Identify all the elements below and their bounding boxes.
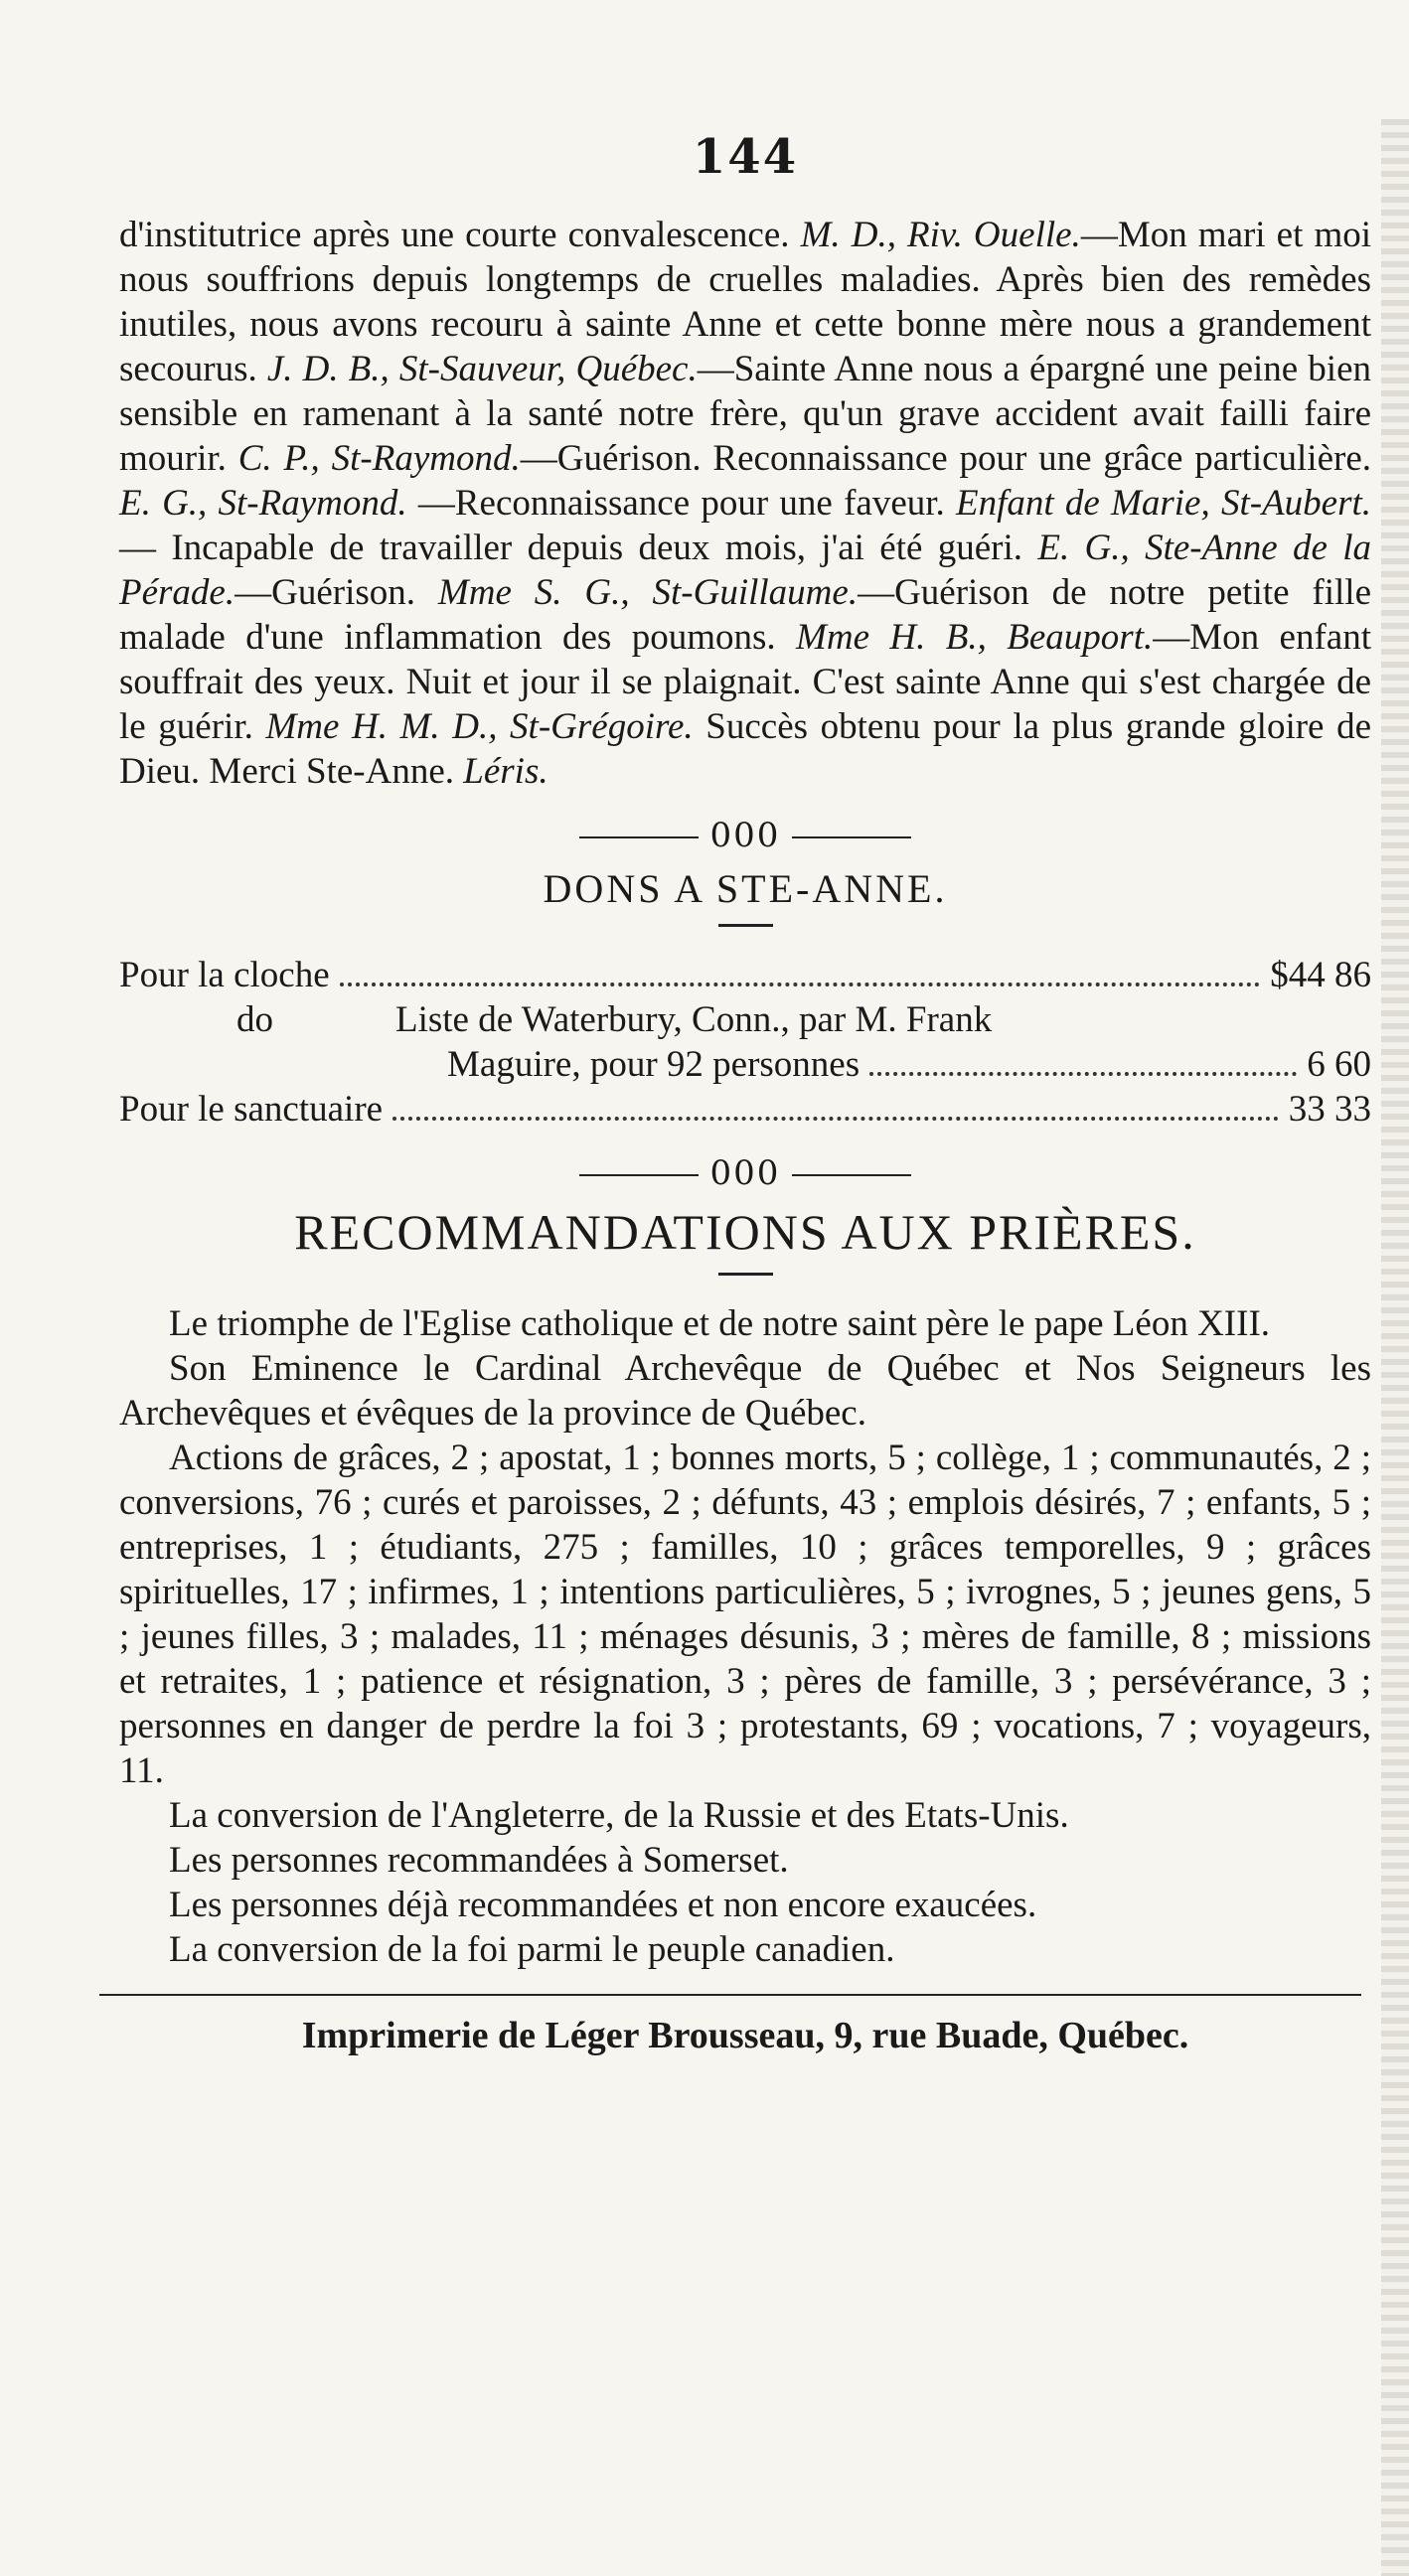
printer-imprint: Imprimerie de Léger Brousseau, 9, rue Buade, Québec.	[301, 2015, 1189, 2056]
dons-row: Pour la cloche $44 86	[119, 955, 1371, 995]
recommandation-paragraph: Son Eminence le Cardinal Archevêque de Québec et Nos Seigneurs les Archevêques et évêques de la province de Québec.	[119, 1348, 1371, 1434]
testimonial-signature: Mme H. B., Beauport.	[796, 617, 1154, 658]
testimonial-signature: Mme S. G., St-Guillaume.	[437, 572, 859, 613]
testimonial-text: —Guérison de notre petite fille malade d'une inflammation des poumons.	[119, 572, 1371, 658]
dons-row: Pour le sanctuaire 33 33	[119, 1089, 1371, 1130]
recommandation-line: Les personnes recommandées à Somerset.	[169, 1840, 789, 1881]
testimonial-text: Succès obtenu pour la plus grande gloire de Dieu. Merci Ste-Anne.	[119, 706, 1371, 792]
separator: 000	[119, 1153, 1371, 1193]
title-rule	[718, 924, 773, 927]
page-number: 144	[692, 129, 799, 185]
recommandation-line: Les personnes déjà recommandées et non encore exaucées.	[169, 1885, 1037, 1925]
dons-row: Maguire, pour 92 personnes 6 60	[447, 1044, 1371, 1085]
recommandation-line: La conversion de la foi parmi le peuple canadien.	[169, 1929, 895, 1970]
testimonial-text: —Guérison.	[235, 572, 438, 613]
separator: 000	[119, 816, 1371, 855]
testimonial-text: —Mon enfant souffrait des yeux. Nuit et jour il se plaignait. C'est sainte Anne qui s'est chargée de le guérir.	[119, 617, 1371, 747]
testimonial-text: —Sainte Anne nous a épargné une peine bien sensible en ramenant à la santé notre frère, qu'un grave accident avait failli faire mourir.	[119, 349, 1372, 479]
recommandation-paragraph: Actions de grâces, 2 ; apostat, 1 ; bonnes morts, 5 ; collège, 1 ; communautés, 2 ; conversions, 76 ; curés et paroisses, 2 ; défunts, 43 ; emplois désirés, 7 ; enfants, 5 ; entreprises, 1 ; étudiants, 275 ; familles, 10 ; grâces temporelles, 9 ; grâces spirituelles, 17 ; infirmes, 1 ; intentions particulières, 5 ; ivrognes, 5 ; jeunes gens, 5 ; jeunes filles, 3 ; malades, 11 ; ménages désunis, 3 ; mères de famille, 8 ; missions et retraites, 1 ; patience et résignation, 3 ; pères de famille, 3 ; persévérance, 3 ; personnes en danger de perdre la foi 3 ; protestants, 69 ; vocations, 7 ; voyageurs, 11.	[119, 1438, 1371, 1791]
testimonial-text: — Incapable de travailler depuis deux mois, j'ai été guéri.	[119, 528, 1038, 568]
testimonial-text: —Reconnaissance pour une faveur.	[406, 483, 956, 524]
document-page	[119, 129, 1371, 2057]
testimonial-signature: C. P., St-Raymond.	[237, 438, 521, 479]
testimonial-signature: Léris.	[463, 751, 548, 792]
testimonial-signature: M. D., Riv. Ouelle.	[800, 215, 1081, 255]
testimonials-paragraph	[119, 213, 1371, 794]
dons-title: DONS A STE-ANNE.	[543, 866, 948, 911]
footer-rule	[99, 1994, 1361, 1996]
dons-list	[119, 953, 1371, 1132]
recommandations-title: RECOMMANDATIONS AUX PRIÈRES.	[294, 1204, 1196, 1260]
recommandation-paragraph: Le triomphe de l'Eglise catholique et de notre saint père le pape Léon XIII.	[169, 1303, 1271, 1344]
scanned-page-edge	[1381, 119, 1409, 2576]
testimonial-signature: E. G., Ste-Anne de la Pérade.	[119, 528, 1371, 613]
dons-row: do Liste de Waterbury, Conn., par M. Frank	[236, 999, 993, 1040]
testimonial-signature: Mme H. M. D., St-Grégoire.	[265, 706, 694, 747]
testimonial-text: d'institutrice après une courte convalescence.	[119, 215, 801, 255]
testimonial-signature: E. G., St-Raymond.	[119, 483, 407, 524]
testimonial-signature: J. D. B., St-Sauveur, Québec.	[266, 349, 698, 389]
title-rule	[718, 1273, 773, 1276]
testimonial-text: —Mon mari et moi nous souffrions depuis longtemps de cruelles maladies. Après bien des remèdes inutiles, nous avons recouru à sainte Anne et cette bonne mère nous a grandement secourus.	[119, 215, 1371, 389]
recommandation-line: La conversion de l'Angleterre, de la Russie et des Etats-Unis.	[169, 1795, 1069, 1836]
testimonial-text: —Guérison. Reconnaissance pour une grâce particulière.	[520, 438, 1371, 479]
testimonial-signature: Enfant de Marie, St-Aubert.	[956, 483, 1371, 524]
